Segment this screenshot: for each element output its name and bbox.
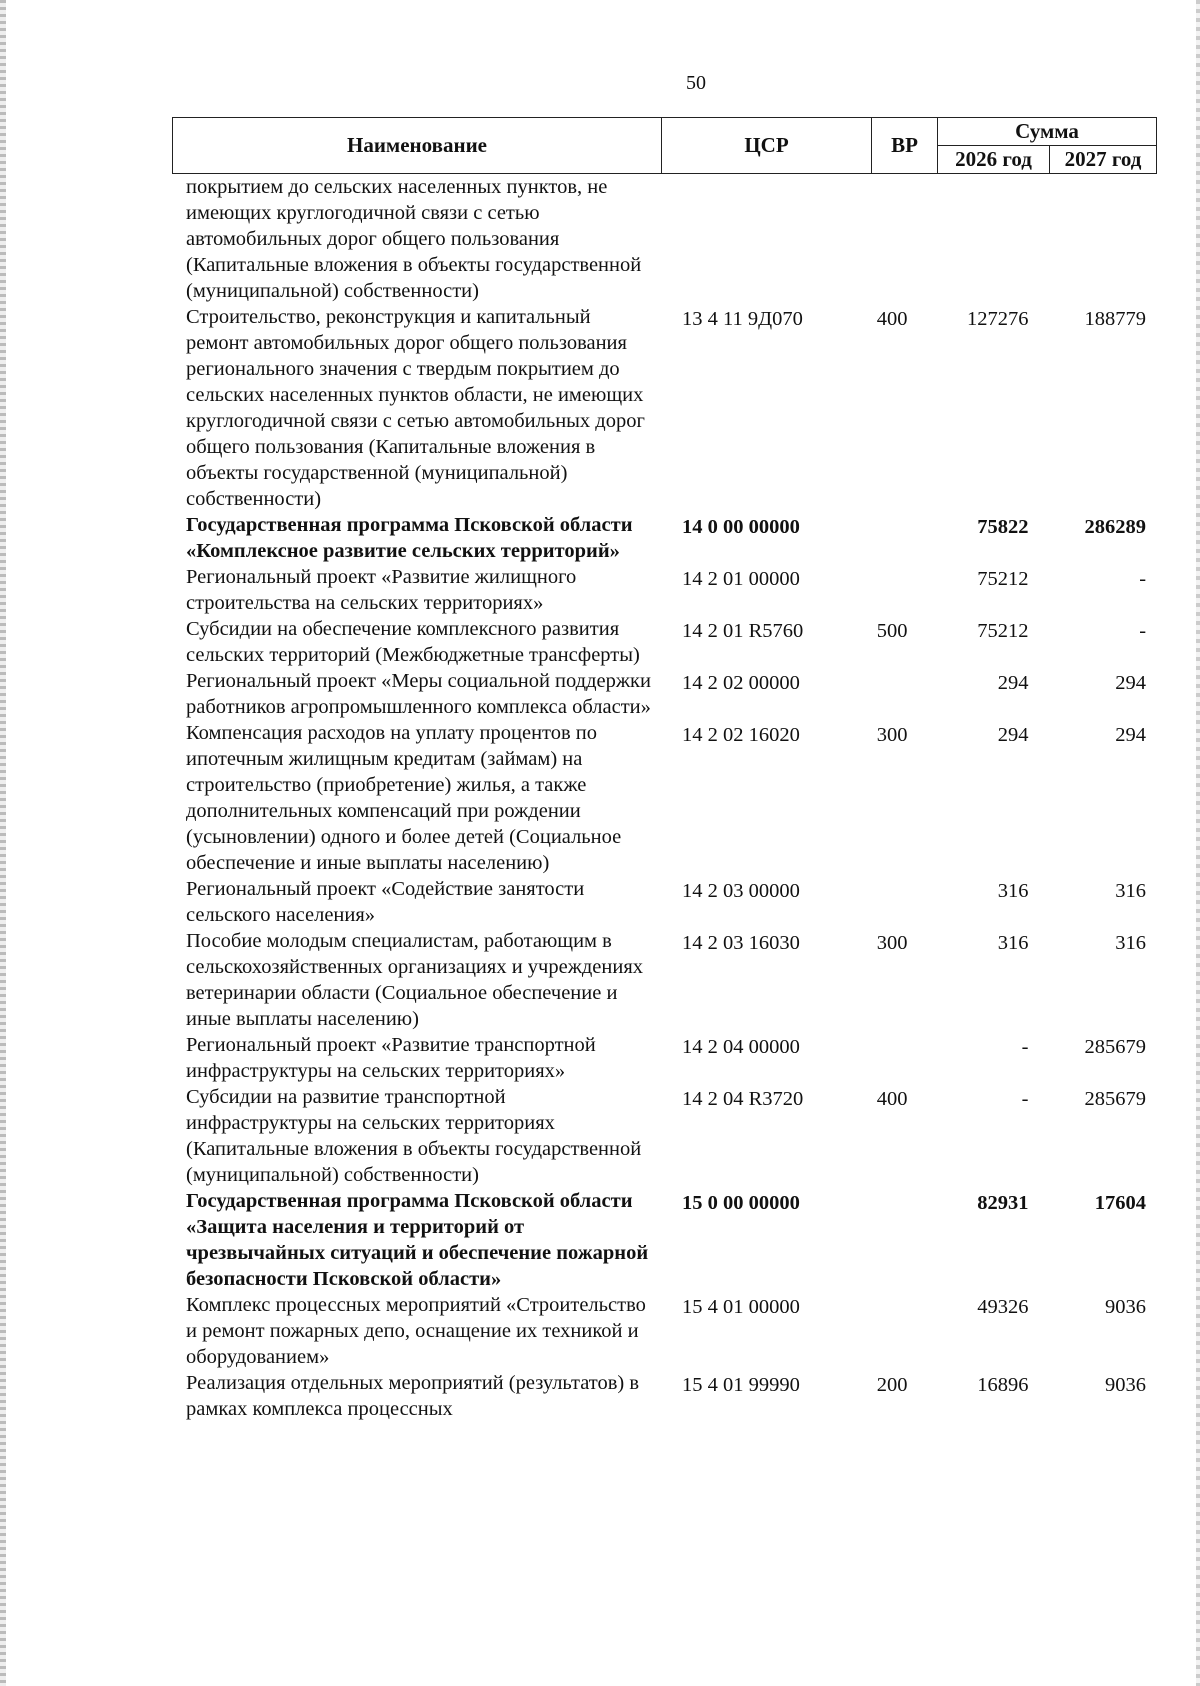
- table-row: [172, 1292, 1156, 1370]
- row-name: Региональный проект «Меры социальной поддержки работников агропромышленного комплекса области»: [186, 670, 651, 718]
- row-csr: 14 2 03 00000: [681, 880, 800, 902]
- row-csr: 13 4 11 9Д070: [681, 308, 803, 330]
- table-header: [172, 117, 1157, 174]
- row-csr: 14 2 02 16020: [681, 724, 800, 746]
- table-row: [172, 876, 1156, 928]
- row-vr: 300: [876, 932, 908, 954]
- row-vr: [859, 1032, 925, 1034]
- table-row: [172, 720, 1156, 876]
- row-csr: 14 2 04 00000: [681, 1036, 800, 1058]
- row-vr: 200: [876, 1374, 908, 1396]
- header-sum: Сумма: [938, 118, 1157, 146]
- row-name: Региональный проект «Развитие жилищного строительства на сельских территориях»: [186, 566, 577, 614]
- row-amount-2026: 16896: [977, 1374, 1029, 1396]
- row-name: Пособие молодым специалистам, работающим в сельскохозяйственных организациях и учреждениях ветеринарии области (Социальное обеспечение и иные выплаты населению): [186, 930, 644, 1030]
- table-row: [172, 512, 1156, 564]
- row-amount-2027: 9036: [1105, 1296, 1147, 1318]
- row-amount-2027: 286289: [1084, 516, 1147, 538]
- row-amount-2027: -: [1139, 620, 1147, 642]
- row-csr: 14 0 00 00000: [681, 516, 800, 538]
- row-vr: [859, 876, 925, 878]
- header-csr: ЦСР: [662, 118, 872, 174]
- row-vr: 300: [876, 724, 908, 746]
- row-csr: 14 2 01 00000: [681, 568, 800, 590]
- row-amount-2026: 294: [997, 672, 1029, 694]
- row-amount-2027: 285679: [1084, 1036, 1147, 1058]
- row-amount-2026: 75212: [977, 568, 1029, 590]
- header-year-2026: 2026 год: [938, 146, 1050, 174]
- row-csr: 14 2 03 16030: [681, 932, 800, 954]
- row-amount-2026: 75822: [977, 516, 1029, 538]
- row-amount-2027: 294: [1115, 724, 1147, 746]
- table-row: [172, 1084, 1156, 1188]
- row-vr: [859, 1188, 925, 1190]
- row-csr: [660, 174, 859, 176]
- row-csr: 15 4 01 99990: [681, 1374, 800, 1396]
- row-name: Государственная программа Псковской области «Защита населения и территорий от чрезвычайных ситуаций и обеспечение пожарной безопасности Псковской области»: [186, 1190, 649, 1290]
- row-amount-2027: 285679: [1084, 1088, 1147, 1110]
- row-vr: 400: [876, 1088, 908, 1110]
- row-name: Реализация отдельных мероприятий (результатов) в рамках комплекса процессных: [186, 1372, 640, 1420]
- row-vr: 400: [876, 308, 908, 330]
- row-amount-2026: 316: [997, 880, 1029, 902]
- scan-edge-left: [0, 0, 6, 1686]
- table-row: [172, 304, 1156, 512]
- row-vr: [859, 668, 925, 670]
- row-amount-2027: 17604: [1094, 1192, 1147, 1214]
- row-name: Компенсация расходов на уплату процентов по ипотечным жилищным кредитам (займам) на строительство (приобретение) жилья, а также дополнительных компенсаций при рождении (усыновлении) одного и более детей (Социальное обеспечение и иные выплаты населению): [186, 722, 622, 874]
- row-csr: 14 2 04 R3720: [681, 1088, 804, 1110]
- table-body: [172, 174, 1156, 1422]
- budget-table: [172, 117, 1156, 1422]
- row-amount-2027: 316: [1115, 932, 1147, 954]
- row-amount-2027: 188779: [1084, 308, 1147, 330]
- table-row: [172, 1370, 1156, 1422]
- row-amount-2026: -: [1021, 1088, 1029, 1110]
- row-csr: 14 2 01 R5760: [681, 620, 804, 642]
- table-row: [172, 668, 1156, 720]
- table-row: [172, 174, 1156, 304]
- row-vr: [859, 564, 925, 566]
- row-name: Региональный проект «Содействие занятости сельского населения»: [186, 878, 585, 926]
- row-name: Строительство, реконструкция и капитальный ремонт автомобильных дорог общего пользования регионального значения с твердым покрытием до сельских населенных пунктов области, не имеющих круглогодичной связи с сетью автомобильных дорог общего пользования (Капитальные вложения в объекты государственной (муниципальной) собственности): [186, 306, 645, 510]
- row-amount-2026: 49326: [977, 1296, 1029, 1318]
- row-amount-2027: 316: [1115, 880, 1147, 902]
- row-csr: 15 0 00 00000: [681, 1192, 800, 1214]
- row-name: Субсидии на обеспечение комплексного развития сельских территорий (Межбюджетные трансферты): [186, 618, 640, 666]
- row-vr: [859, 512, 925, 514]
- row-csr: 14 2 02 00000: [681, 672, 800, 694]
- scan-edge-right: [1196, 0, 1200, 1686]
- table-row: [172, 1032, 1156, 1084]
- row-amount-2027: -: [1139, 568, 1147, 590]
- row-amount-2026: 294: [997, 724, 1029, 746]
- row-name: Комплекс процессных мероприятий «Строительство и ремонт пожарных депо, оснащение их техникой и оборудованием»: [186, 1294, 646, 1368]
- row-vr: 500: [876, 620, 908, 642]
- row-name: покрытием до сельских населенных пунктов, не имеющих круглогодичной связи с сетью автомобильных дорог общего пользования (Капитальные вложения в объекты государственной (муниципальной) собственности): [186, 176, 642, 302]
- row-csr: 15 4 01 00000: [681, 1296, 800, 1318]
- table-row: [172, 928, 1156, 1032]
- row-amount-2027: 9036: [1105, 1374, 1147, 1396]
- table-row: [172, 564, 1156, 616]
- row-amount-2026: 75212: [977, 620, 1029, 642]
- row-name: Региональный проект «Развитие транспортной инфраструктуры на сельских территориях»: [186, 1034, 596, 1082]
- row-amount-2026: [925, 174, 1037, 176]
- row-name: Субсидии на развитие транспортной инфраструктуры на сельских территориях (Капитальные вложения в объекты государственной (муниципальной) собственности): [186, 1086, 642, 1186]
- header-year-2027: 2027 год: [1050, 146, 1157, 174]
- row-amount-2026: 316: [997, 932, 1029, 954]
- row-name: Государственная программа Псковской области «Комплексное развитие сельских территорий»: [186, 514, 633, 562]
- header-name: Наименование: [173, 118, 662, 174]
- row-amount-2026: 82931: [977, 1192, 1029, 1214]
- row-vr: [859, 174, 925, 176]
- page-number: 50: [686, 72, 706, 94]
- table-row: [172, 616, 1156, 668]
- row-amount-2027: [1036, 174, 1156, 176]
- row-amount-2027: 294: [1115, 672, 1147, 694]
- table-row: [172, 1188, 1156, 1292]
- row-amount-2026: -: [1021, 1036, 1029, 1058]
- row-vr: [859, 1292, 925, 1294]
- row-amount-2026: 127276: [966, 308, 1029, 330]
- header-vr: ВР: [872, 118, 938, 174]
